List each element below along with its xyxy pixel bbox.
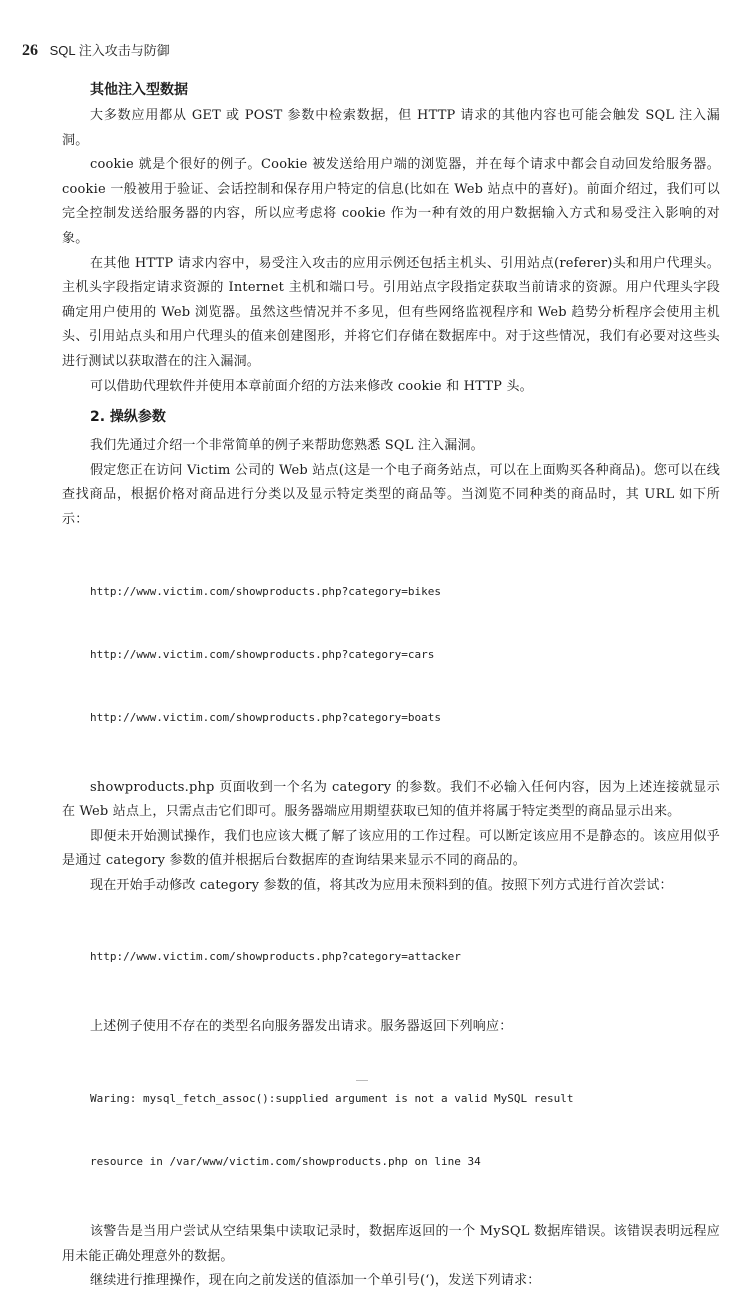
code-line: http://www.victim.com/showproducts.php?category=bikes [90,584,441,598]
paragraph: 可以借助代理软件并使用本章前面介绍的方法来修改 cookie 和 HTTP 头。 [90,378,533,394]
section-heading-manipulate-params: 2. 操纵参数 [90,409,166,426]
code-block-urls [90,539,720,770]
running-header [22,40,170,60]
code-block-attack-url [90,904,720,1009]
section-heading-other-injection: 其他注入型数据 [90,82,188,98]
paragraph: 现在开始手动修改 category 参数的值，将其改为应用未预料到的值。按照下列方式进行首次尝试： [90,877,673,893]
paragraph: 假定您正在访问 Victim 公司的 Web 站点(这是一个电子商务站点，可以在上面购买各种商品)。您可以在线查找商品，根据价格对商品进行分类以及显示特定类型的商品等。当浏览不同种类的商品时，其 URL 如下所示： [62,462,720,527]
paragraph: 大多数应用都从 GET 或 POST 参数中检索数据，但 HTTP 请求的其他内容也可能会触发 SQL 注入漏洞。 [62,108,720,148]
book-title: SQL 注入攻击与防御 [49,43,170,58]
page-body [62,78,720,1294]
paragraph: 即便未开始测试操作，我们也应该大概了解了该应用的工作过程。可以断定该应用不是静态的。该应用似乎是通过 category 参数的值并根据后台数据库的查询结果来显示不同的商品的。 [62,828,720,869]
paragraph: 继续进行推理操作，现在向之前发送的值添加一个单引号(‘)，发送下列请求： [90,1273,541,1289]
code-block-warning [90,1046,720,1214]
code-line: http://www.victim.com/showproducts.php?category=boats [90,710,441,724]
code-line: Waring: mysql_fetch_assoc():supplied argument is not a valid MySQL result [90,1092,574,1106]
paragraph: 上述例子使用不存在的类型名向服务器发出请求。服务器返回下列响应： [90,1019,513,1035]
paragraph: showproducts.php 页面收到一个名为 category 的参数。我们不必输入任何内容，因为上述连接就显示在 Web 站点上，只需点击它们即可。服务器端应用期望获取已知的值并将属于特定类型的商品显示出来。 [62,779,720,820]
paragraph: 该警告是当用户尝试从空结果集中读取记录时，数据库返回的一个 MySQL 数据库错误。该错误表明远程应用未能正确处理意外的数据。 [62,1224,720,1264]
paragraph: 在其他 HTTP 请求内容中，易受注入攻击的应用示例还包括主机头、引用站点(referer)头和用户代理头。主机头字段指定请求资源的 Internet 主机和端口号。引用站点字段指定获取当前请求的资源。用户代理头字段确定用户使用的 Web 浏览器。虽然这些情况并不多见，但有些网络监视程序和 Web 趋势分析程序会使用主机头、引用站点头和用户代理头的值来创建图形，并将它们存储在数据库中。对于这些情况，我们有必要对这些头进行测试以获取潜在的注入漏洞。 [62,255,720,369]
paragraph: cookie 就是个很好的例子。Cookie 被发送给用户端的浏览器，并在每个请求中都会自动回发给服务器。cookie 一般被用于验证、会话控制和保存用户特定的信息(比如在 Web 站点中的喜好)。前面介绍过，我们可以完全控制发送给服务器的内容，所以应考虑将 cookie 作为一种有效的用户数据输入方式和易受注入影响的对象。 [62,157,720,246]
code-line: http://www.victim.com/showproducts.php?category=attacker [90,950,461,964]
page-number: 26 [22,42,38,59]
code-line: http://www.victim.com/showproducts.php?category=cars [90,647,435,661]
paragraph: 我们先通过介绍一个非常简单的例子来帮助您熟悉 SQL 注入漏洞。 [90,438,484,454]
scan-mark [356,1080,368,1081]
code-line: resource in /var/www/victim.com/showproducts.php on line 34 [90,1155,481,1169]
